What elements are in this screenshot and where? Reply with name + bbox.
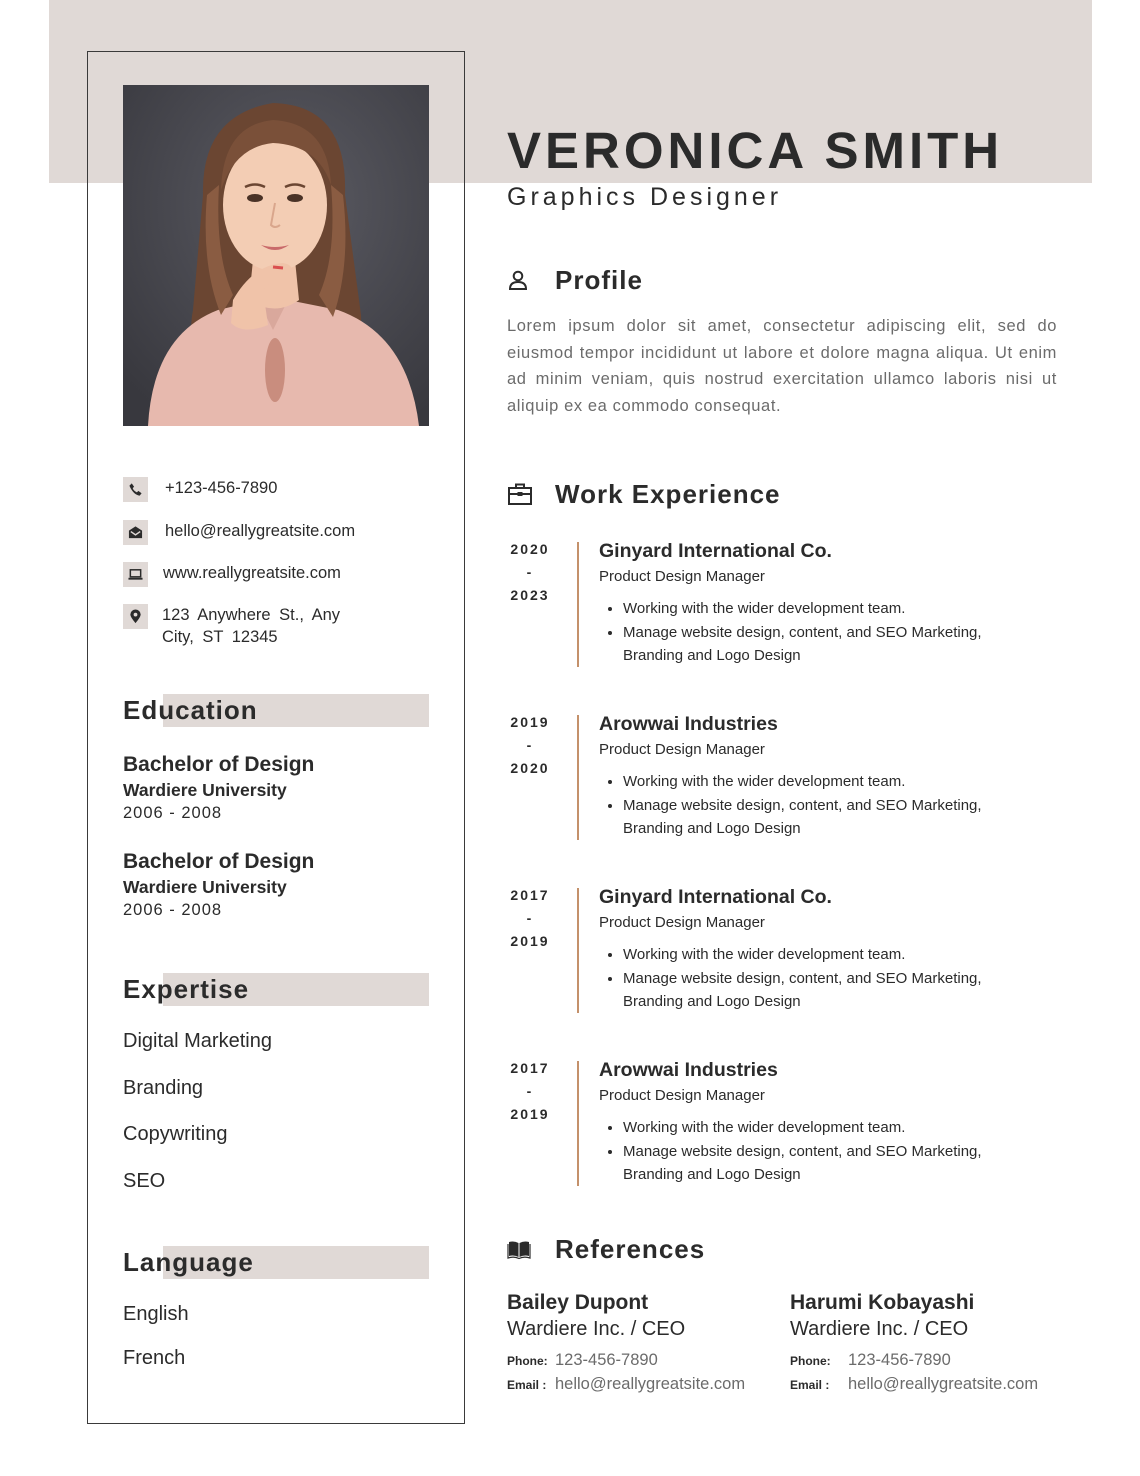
briefcase-icon (507, 481, 533, 507)
expertise-item: Copywriting (123, 1123, 228, 1145)
reference-phone[interactable]: 123-456-7890 (848, 1351, 951, 1369)
profile-photo (123, 85, 429, 426)
envelope-icon (123, 520, 148, 545)
job-bullets (623, 943, 1043, 1014)
job-year-separator: - (526, 737, 534, 753)
phone-label: Phone: (790, 1354, 831, 1368)
education-item (123, 752, 314, 824)
phone-icon (123, 477, 148, 502)
contact-address (123, 604, 352, 648)
job-entry (507, 711, 1067, 871)
address-text: 123 Anywhere St., Any City, ST 12345 (162, 606, 341, 646)
language-heading-text: Language (123, 1247, 254, 1277)
job-start-year: 2020 (510, 541, 550, 557)
job-end-year: 2019 (510, 933, 550, 949)
job-years (507, 538, 553, 607)
language-item: English (123, 1303, 189, 1325)
references-heading-text: References (555, 1234, 706, 1264)
portrait-illustration (123, 85, 429, 426)
job-company: Arowwai Industries (599, 713, 778, 735)
job-end-year: 2019 (510, 1106, 550, 1122)
job-company: Ginyard International Co. (599, 540, 832, 562)
job-entry (507, 538, 1067, 698)
job-bullet: • Manage website design, content, and SEO Marketing, Branding and Logo Design (623, 1140, 1043, 1187)
reference-phone-row (507, 1349, 787, 1373)
university: Wardiere University (123, 877, 287, 897)
job-bullets (623, 770, 1043, 841)
open-book-icon (507, 1237, 531, 1261)
expertise-heading (123, 973, 429, 1006)
job-year-separator: - (526, 564, 534, 580)
job-years (507, 1057, 553, 1126)
reference-email[interactable]: hello@reallygreatsite.com (848, 1375, 1039, 1393)
timeline-line (577, 715, 579, 840)
job-company: Arowwai Industries (599, 1059, 778, 1081)
reference-card (790, 1289, 1070, 1397)
education-years: 2006 - 2008 (123, 901, 223, 919)
job-bullet: • Manage website design, content, and SEO Marketing, Branding and Logo Design (623, 967, 1043, 1014)
job-bullets (623, 1116, 1043, 1187)
job-end-year: 2023 (510, 587, 550, 603)
job-bullets (623, 597, 1043, 668)
job-bullet: • Manage website design, content, and SEO Marketing, Branding and Logo Design (623, 621, 1043, 668)
job-role: Product Design Manager (599, 1087, 765, 1104)
job-entry (507, 884, 1067, 1044)
job-bullet: • Working with the wider development team. (623, 597, 1043, 621)
job-years (507, 884, 553, 953)
references-heading (507, 1233, 705, 1265)
expertise-item: Branding (123, 1077, 204, 1099)
reference-email-row (507, 1373, 787, 1397)
job-start-year: 2017 (510, 887, 550, 903)
reference-role: Wardiere Inc. / CEO (790, 1318, 969, 1340)
job-role: Product Design Manager (599, 568, 765, 585)
person-title: Graphics Designer (507, 183, 783, 211)
job-start-year: 2019 (510, 714, 550, 730)
job-company: Ginyard International Co. (599, 886, 832, 908)
expertise-item: SEO (123, 1170, 166, 1192)
job-start-year: 2017 (510, 1060, 550, 1076)
job-year-separator: - (526, 910, 534, 926)
reference-name: Bailey Dupont (507, 1291, 649, 1314)
degree: Bachelor of Design (123, 753, 315, 776)
reference-name: Harumi Kobayashi (790, 1291, 975, 1314)
university: Wardiere University (123, 780, 287, 800)
degree: Bachelor of Design (123, 850, 315, 873)
location-pin-icon (123, 604, 148, 629)
email-text[interactable]: hello@reallygreatsite.com (165, 522, 356, 540)
email-label: Email : (790, 1378, 830, 1392)
reference-role: Wardiere Inc. / CEO (507, 1318, 686, 1340)
education-item (123, 849, 314, 921)
job-end-year: 2020 (510, 760, 550, 776)
job-bullet: • Working with the wider development team. (623, 770, 1043, 794)
job-years (507, 711, 553, 780)
expertise-heading-text: Expertise (123, 974, 250, 1004)
website-text[interactable]: www.reallygreatsite.com (163, 564, 341, 582)
job-bullet: • Manage website design, content, and SEO Marketing, Branding and Logo Design (623, 794, 1043, 841)
job-role: Product Design Manager (599, 914, 765, 931)
job-year-separator: - (526, 1083, 534, 1099)
phone-text[interactable]: +123-456-7890 (165, 479, 278, 497)
job-entry (507, 1057, 1067, 1217)
timeline-line (577, 1061, 579, 1186)
reference-card (507, 1289, 787, 1397)
contact-email (123, 520, 355, 545)
work-experience-heading (507, 478, 781, 510)
language-heading (123, 1246, 429, 1279)
expertise-item: Digital Marketing (123, 1030, 272, 1052)
laptop-icon (123, 562, 148, 587)
contact-website (123, 562, 341, 587)
work-experience-heading-text: Work Experience (555, 479, 781, 509)
language-item: French (123, 1347, 186, 1369)
profile-heading (507, 264, 643, 296)
user-icon (507, 269, 529, 291)
profile-heading-text: Profile (555, 265, 643, 295)
reference-phone-row (790, 1349, 1070, 1373)
profile-summary: Lorem ipsum dolor sit amet, consectetur adipiscing elit, sed do eiusmod tempor incididunt ut labore et dolore magna aliqua. Ut enim ad minim veniam, quis nostrud exercitation ullamco laboris nisi ut aliquip ex ea commodo consequat. (507, 317, 1057, 415)
job-role: Product Design Manager (599, 741, 765, 758)
education-heading (123, 694, 429, 727)
education-years: 2006 - 2008 (123, 804, 223, 822)
person-name: VERONICA SMITH (507, 122, 1004, 179)
email-label: Email : (507, 1378, 547, 1392)
reference-email[interactable]: hello@reallygreatsite.com (555, 1375, 746, 1393)
reference-phone[interactable]: 123-456-7890 (555, 1351, 658, 1369)
reference-email-row (790, 1373, 1070, 1397)
job-bullet: • Working with the wider development team. (623, 1116, 1043, 1140)
contact-phone (123, 477, 277, 502)
timeline-line (577, 542, 579, 667)
job-bullet: • Working with the wider development team. (623, 943, 1043, 967)
education-heading-text: Education (123, 695, 258, 725)
timeline-line (577, 888, 579, 1013)
phone-label: Phone: (507, 1354, 548, 1368)
